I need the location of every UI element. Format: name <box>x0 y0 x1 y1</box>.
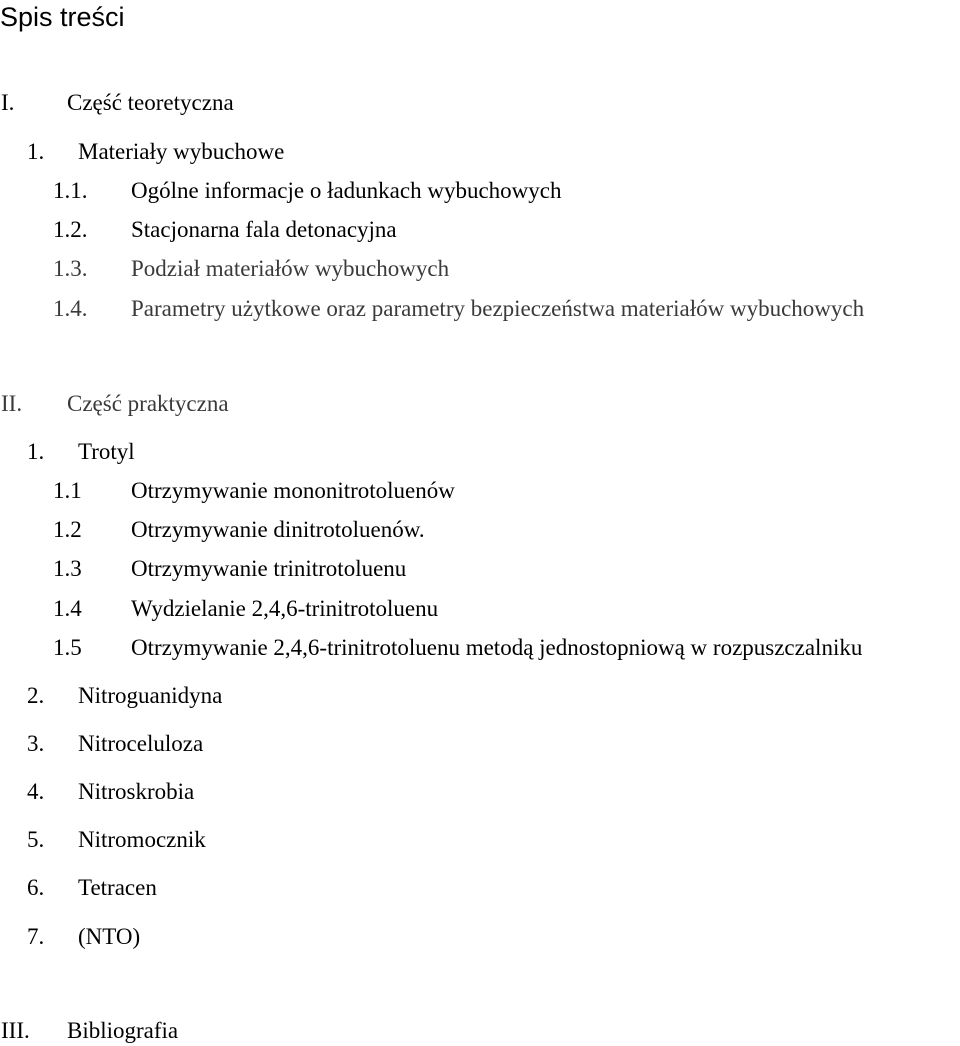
toc-subitem-label: Otrzymywanie 2,4,6-trinitrotoluenu metodą jednostopniową w rozpuszczalniku <box>131 635 863 660</box>
toc-section-label: Część praktyczna <box>67 391 229 416</box>
toc-chapter-number: 5. <box>27 827 45 852</box>
toc-chapter-number: 4. <box>27 779 45 804</box>
toc-chapter-number: 2. <box>27 683 45 708</box>
toc-chapter-label: Nitromocznik <box>78 827 206 852</box>
toc-subitem-label: Otrzymywanie dinitrotoluenów. <box>131 517 425 542</box>
page-title: Spis treści <box>0 2 125 32</box>
toc-subitem-number: 1.3. <box>53 256 88 281</box>
toc-subitem-number: 1.4. <box>53 296 88 321</box>
toc-subitem-number: 1.5 <box>53 635 82 660</box>
toc-subitem-label: Ogólne informacje o ładunkach wybuchowych <box>131 178 562 203</box>
toc-chapter-label: Trotyl <box>78 439 135 464</box>
toc-subitem-label: Podział materiałów wybuchowych <box>131 256 450 281</box>
toc-subitem-label: Wydzielanie 2,4,6-trinitrotoluenu <box>131 596 439 621</box>
toc-chapter-label: Nitroguanidyna <box>78 683 223 708</box>
toc-chapter-label: Materiały wybuchowe <box>78 139 285 164</box>
toc-subitem-number: 1.3 <box>53 556 82 581</box>
toc-subitem-label: Otrzymywanie mononitrotoluenów <box>131 478 455 503</box>
toc-chapter-label: Nitroskrobia <box>78 779 195 804</box>
toc-subitem-number: 1.1. <box>53 178 88 203</box>
toc-section-label: Bibliografia <box>67 1018 179 1043</box>
toc-subitem-label: Parametry użytkowe oraz parametry bezpieczeństwa materiałów wybuchowych <box>131 296 865 321</box>
toc-subitem-number: 1.2 <box>53 517 82 542</box>
toc-subitem-label: Otrzymywanie trinitrotoluenu <box>131 556 407 581</box>
toc-chapter-number: 3. <box>27 731 45 756</box>
toc-chapter-number: 1. <box>27 439 45 464</box>
toc-section-label: Część teoretyczna <box>67 90 234 115</box>
toc-chapter-label: (NTO) <box>78 924 141 949</box>
toc-subitem-number: 1.2. <box>53 217 88 242</box>
toc-chapter-number: 7. <box>27 924 45 949</box>
toc-subitem-number: 1.1 <box>53 478 82 503</box>
toc-chapter-label: Nitroceluloza <box>78 731 204 756</box>
toc-chapter-number: 6. <box>27 875 45 900</box>
toc-section-number: I. <box>1 90 15 115</box>
toc-chapter-number: 1. <box>27 139 45 164</box>
toc-subitem-label: Stacjonarna fala detonacyjna <box>131 217 397 242</box>
toc-chapter-label: Tetracen <box>78 875 157 900</box>
toc-section-number: III. <box>1 1018 30 1043</box>
toc-section-number: II. <box>1 391 23 416</box>
toc-subitem-number: 1.4 <box>53 596 82 621</box>
